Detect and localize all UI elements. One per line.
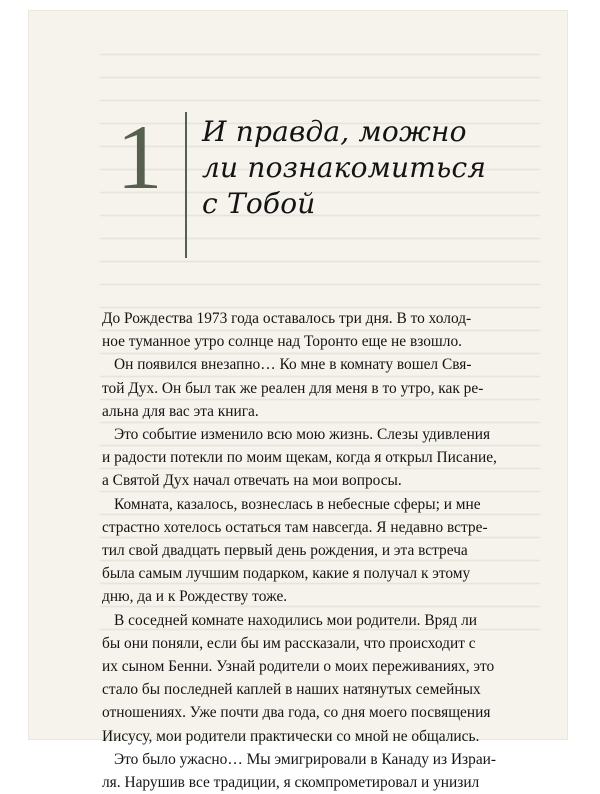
text-line: альна для вас эта книга. (102, 402, 259, 420)
text-line: Иисусу, мои родители практически со мной не общались. (102, 727, 480, 745)
text-line: тил свой двадцать первый день рождения, и эта встреча (102, 542, 468, 560)
text-line: До Рождества 1973 года оставалось три дня. В то холод- (102, 310, 472, 327)
text-line: дню, да и к Рождеству тоже. (102, 588, 288, 606)
chapter-heading (102, 106, 512, 260)
text-line: Это событие изменило всю мою жизнь. Слезы удивления (114, 426, 491, 444)
chapter-title (202, 114, 512, 222)
text-line: их сыном Бенни. Узнай родители о моих переживаниях, это (102, 658, 495, 676)
text-line: а Святой Дух начал отвечать на мои вопросы. (102, 472, 402, 490)
text-line: В соседней комнате находились мои родители. Вряд ли (114, 611, 478, 629)
text-line: Он появился внезапно… Ко мне в комнату вошел Свя- (114, 356, 472, 374)
chapter-title-line-1: И правда, можно (202, 115, 467, 148)
text-line: была самым лучшим подарком, какие я получал к этому (102, 565, 471, 583)
chapter-divider (185, 112, 187, 258)
chapter-body (102, 307, 512, 794)
text-line: ля. Нарушив все традиции, я скомпрометировал и унизил (102, 774, 480, 792)
chapter-title-line-2: ли познакомиться (202, 151, 487, 184)
text-line: ное туманное утро солнце над Торонто еще не взошло. (102, 333, 462, 351)
text-line: стало бы последней каплей в наших натянутых семейных (102, 681, 481, 699)
text-line: той Дух. Он был так же реален для меня в то утро, как ре- (102, 379, 484, 397)
text-line: и радости потекли по моим щекам, когда я открыл Писание, (102, 449, 497, 467)
text-line: бы они поняли, если бы им рассказали, что происходит с (102, 634, 476, 652)
chapter-number: 1 (116, 106, 163, 208)
text-line: отношениях. Уже почти два года, со дня моего посвящения (102, 704, 491, 722)
text-line: Это было ужасно… Мы эмигрировали в Канаду из Израи- (114, 750, 497, 768)
text-line: страстно хотелось остаться там навсегда. Я недавно встре- (102, 518, 488, 536)
text-line: Комната, казалось, вознеслась в небесные сферы; и мне (114, 495, 481, 513)
chapter-title-line-3: с Тобой (202, 187, 316, 220)
